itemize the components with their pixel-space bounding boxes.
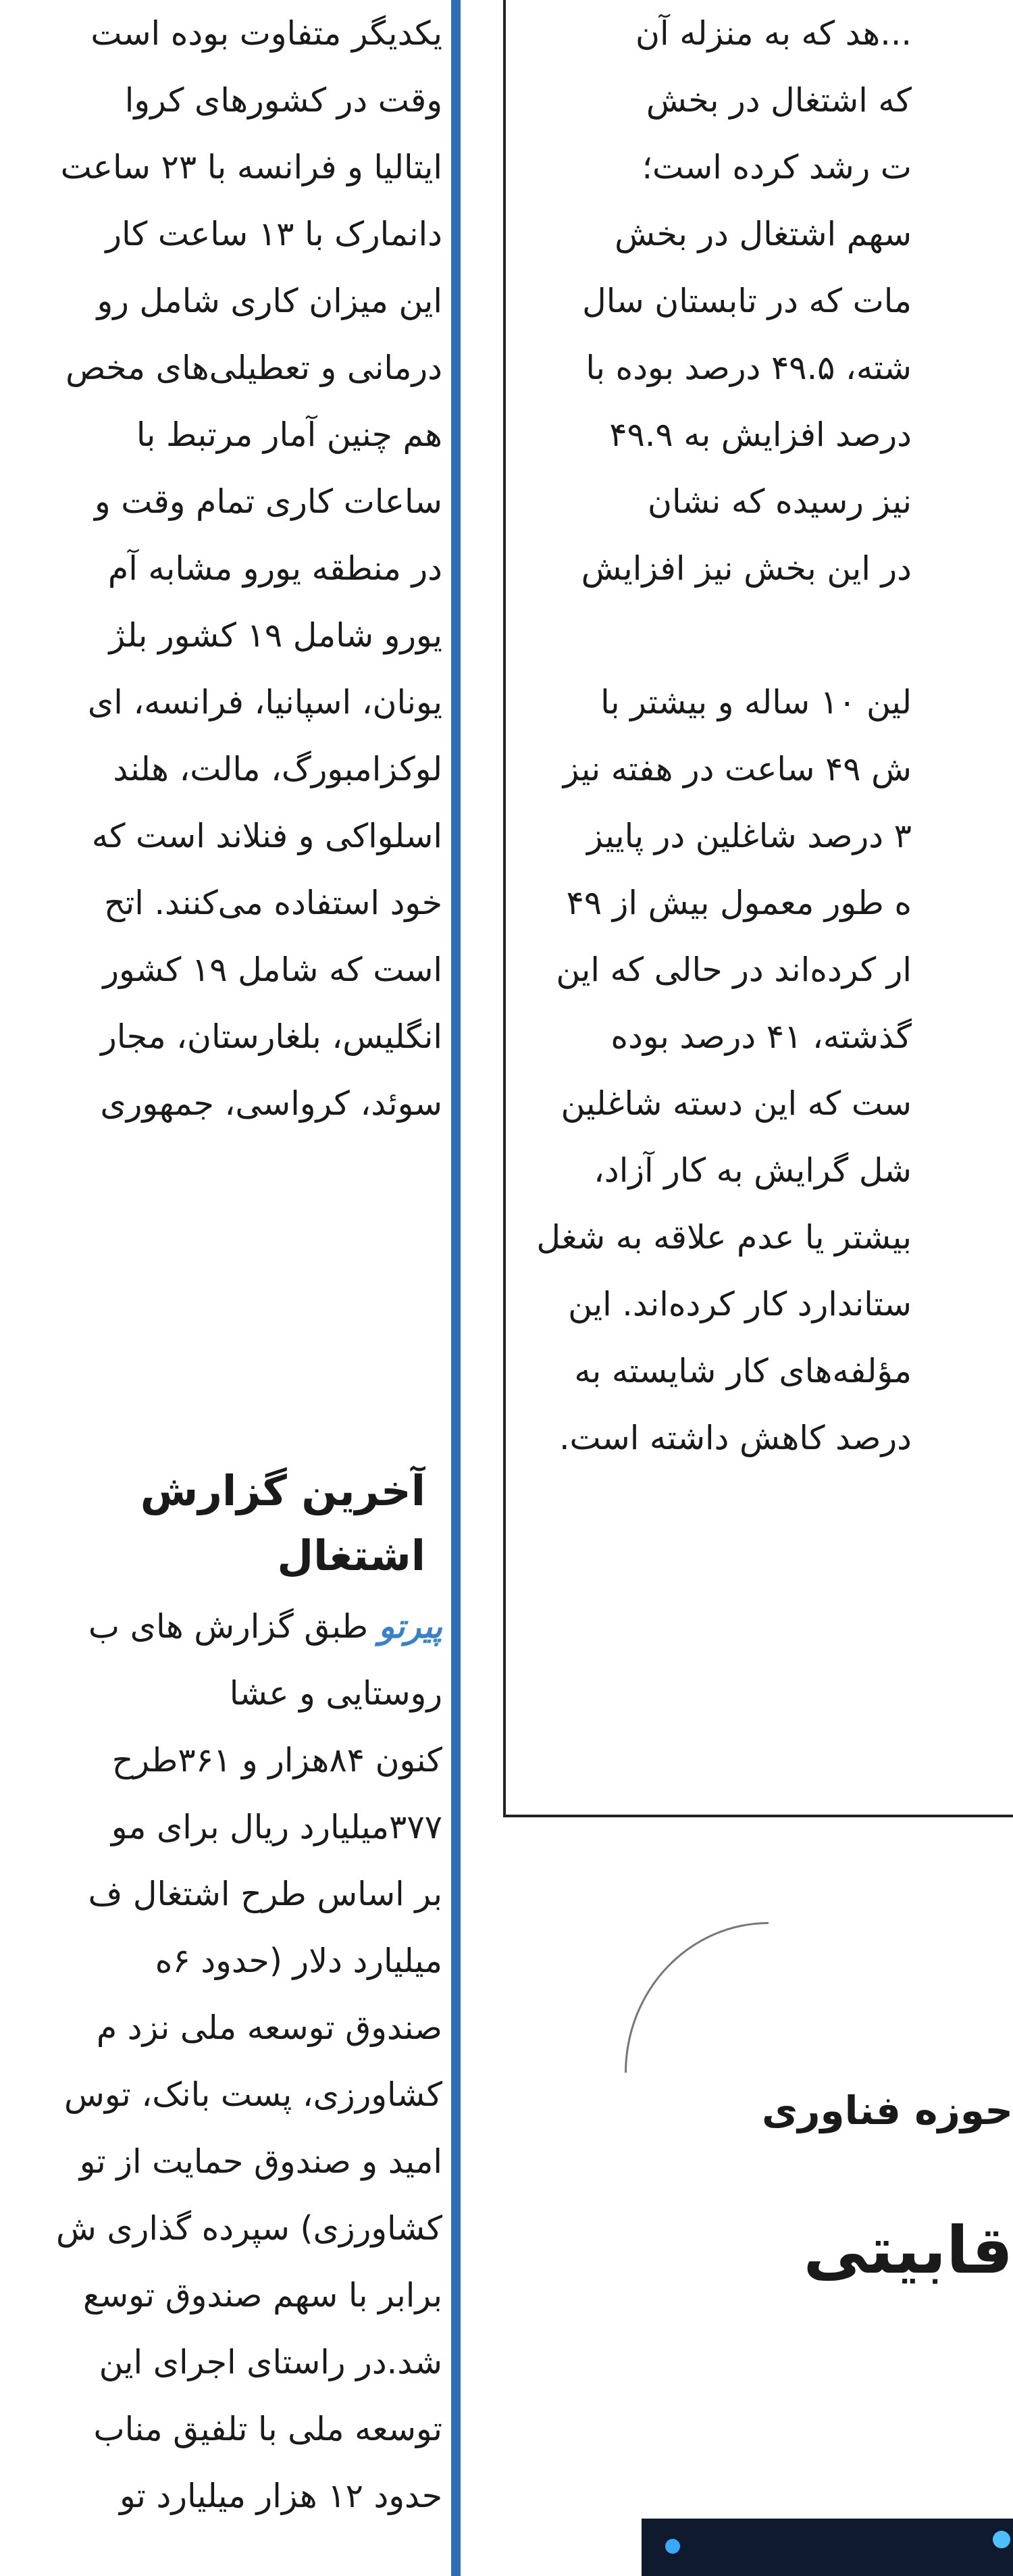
text-line: ساعات کاری تمام وقت و bbox=[95, 482, 442, 521]
text-line: ۳۷۷میلیارد ریال برای مو bbox=[111, 1808, 442, 1846]
text-line: اسلواکی و فنلاند است که bbox=[91, 817, 442, 855]
text-line: ۳ درصد شاغلین در پاییز bbox=[587, 817, 912, 855]
text-line: هم چنین آمار مرتبط با bbox=[136, 415, 442, 454]
promo-title-line-1: حوزه فناوری bbox=[761, 2088, 1013, 2133]
box-border-bottom bbox=[503, 1815, 1013, 1817]
text-line: وقت در کشورهای کروا bbox=[124, 81, 442, 120]
text-line: لین ۱۰ ساله و بیشتر با bbox=[600, 683, 912, 722]
text-line: صندوق توسعه ملی نزد م bbox=[96, 2009, 442, 2047]
text-line: سوئد، کرواسی، جمهوری bbox=[100, 1084, 442, 1123]
text-line: توسعه ملی با تلفیق مناب bbox=[93, 2410, 442, 2448]
text-line: بر اساس طرح اشتغال ف bbox=[88, 1875, 442, 1913]
text-line: کشاورزی، پست بانک، توس bbox=[64, 2075, 442, 2114]
text-line: کشاورزی) سپرده گذاری ش bbox=[55, 2209, 442, 2248]
text-line: ش ۴۹ ساعت در هفته نیز bbox=[563, 750, 912, 788]
text-line: سهم اشتغال در بخش bbox=[615, 215, 912, 253]
promo-title-line-2: قابیتی bbox=[803, 2213, 1013, 2288]
text-line: ستاندارد کار کرده‌اند. این bbox=[568, 1285, 912, 1323]
text-line: ت رشد کرده است؛ bbox=[642, 148, 912, 186]
left-article-column bbox=[0, 0, 442, 1137]
text-line: گذشته، ۴۱ درصد بوده bbox=[611, 1017, 912, 1056]
left-article-body bbox=[0, 1593, 442, 2529]
text-line: شد.در راستای اجرای این bbox=[99, 2343, 442, 2381]
text-line: یونان، اسپانیا، فرانسه، ای bbox=[87, 683, 442, 722]
text-line: در این بخش نیز افزایش bbox=[581, 549, 912, 588]
text-line: که اشتغال در بخش bbox=[646, 81, 912, 120]
text-line: دانمارک با ۱۳ ساعت کار bbox=[105, 215, 442, 253]
text-line: در منطقه یورو مشابه آم bbox=[107, 549, 442, 588]
paragraph-gap bbox=[513, 602, 912, 669]
text-line: درصد کاهش داشته است. bbox=[559, 1419, 912, 1457]
news-agency-mark: پیرتو bbox=[378, 1607, 442, 1646]
text-line: لوکزامبورگ، مالت، هلند bbox=[113, 750, 442, 788]
lead-line bbox=[0, 1593, 442, 1660]
box-border-left bbox=[503, 0, 506, 1817]
article-heading-line-1: آخرین گزارش bbox=[140, 1466, 425, 1515]
text-line: بیشتر یا عدم علاقه به شغل bbox=[536, 1218, 912, 1257]
text-line: ایتالیا و فرانسه با ۲۳ ساعت bbox=[60, 148, 442, 186]
light-dot-decoration bbox=[665, 2539, 680, 2554]
decorative-arc bbox=[625, 1922, 769, 2073]
light-dot-decoration bbox=[993, 2531, 1010, 2548]
text-line: میلیارد دلار (حدود ۶ه bbox=[155, 1942, 442, 1980]
text-line: این میزان کاری شامل رو bbox=[97, 282, 442, 320]
text-line: مات که در تابستان سال bbox=[582, 282, 912, 320]
text-line: ...هد که به منزله آن bbox=[635, 14, 912, 53]
text-line: است که شامل ۱۹ کشور bbox=[103, 951, 442, 989]
promo-image bbox=[642, 2519, 1013, 2576]
text-line: امید و صندوق حمایت از تو bbox=[79, 2142, 442, 2181]
text-line: مؤلفه‌های کار شایسته به bbox=[574, 1352, 912, 1390]
text-line: شل گرایش به کار آزاد، bbox=[594, 1151, 912, 1190]
text-line: نیز رسیده که نشان bbox=[648, 482, 912, 521]
right-article-column bbox=[513, 0, 912, 1471]
article-heading-line-2: اشتغال bbox=[277, 1531, 425, 1580]
text-line: خود استفاده می‌کنند. اتح bbox=[104, 884, 442, 922]
text-line: برابر با سهم صندوق توسع bbox=[83, 2276, 442, 2315]
text-line: درمانی و تعطیلی‌های مخص bbox=[66, 349, 442, 387]
text-line: ست که این دسته شاغلین bbox=[561, 1084, 912, 1123]
text-line: حدود ۱۲ هزار میلیارد تو bbox=[119, 2477, 442, 2515]
text-line: یکدیگر متفاوت بوده است bbox=[90, 14, 442, 53]
text-line: انگلیس، بلغارستان، مجار bbox=[101, 1017, 442, 1056]
text-line: یورو شامل ۱۹ کشور بلژ bbox=[109, 616, 442, 655]
text-line: ار کرده‌اند در حالی که این bbox=[556, 951, 912, 989]
text-line: کنون ۸۴هزار و ۳۶۱طرح bbox=[111, 1741, 442, 1779]
text-line: ه طور معمول بیش از ۴۹ bbox=[566, 884, 912, 922]
column-rule bbox=[451, 0, 461, 2576]
text-line: روستایی و عشا bbox=[229, 1674, 442, 1713]
lead-text: طبق گزارش های ب bbox=[88, 1607, 379, 1646]
text-line: شته، ۴۹.۵ درصد بوده با bbox=[586, 349, 912, 387]
text-line: درصد افزایش به ۴۹.۹ bbox=[609, 415, 912, 454]
